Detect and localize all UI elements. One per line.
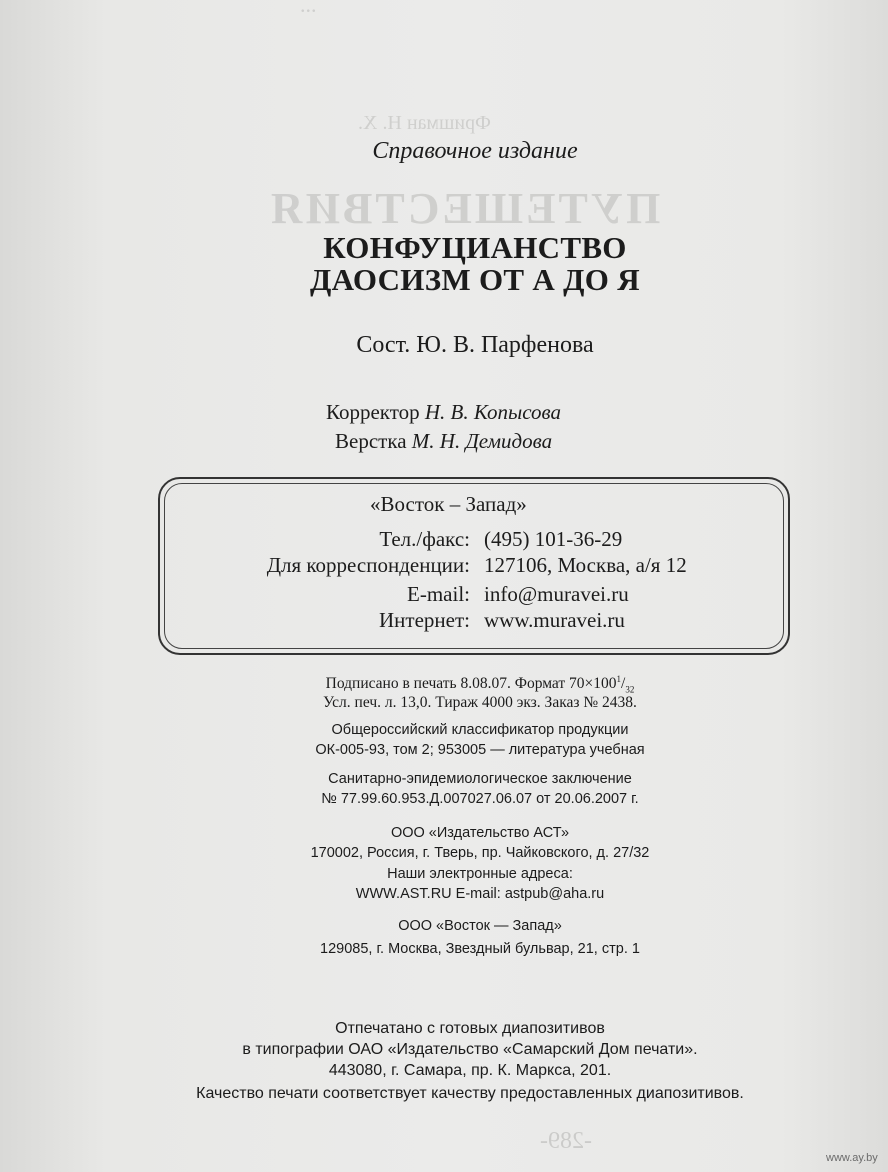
imprint-sanitary-2: № 77.99.60.953.Д.007027.06.07 от 20.06.2007 г.	[321, 791, 639, 807]
imprint-ast-name: ООО «Издательство АСТ»	[390, 825, 570, 841]
imprint-signed: Подписано в печать 8.08.07. Формат $70\times 100^1/_{32}$	[325, 674, 635, 695]
printing-line-2: в типографии ОАО «Издательство «Самарский Дом печати».	[242, 1041, 698, 1058]
imprint-signed-text: Подписано в печать 8.08.07. Формат 70×100	[325, 675, 617, 693]
staff-person: Н. В. Копысова	[424, 400, 561, 424]
format-numerator: 1	[616, 674, 622, 684]
contact-label-phone: Тел./факс:	[379, 527, 470, 551]
show-through-page-number: -289-	[540, 1128, 592, 1154]
printing-line-1: Отпечатано с готовых диапозитивов	[335, 1020, 605, 1037]
show-through-author: Фришман Н. Х.	[358, 112, 491, 134]
imprint-sanitary-1: Санитарно-эпидемиологическое заключение	[328, 771, 632, 787]
imprint-ast-address: 170002, Россия, г. Тверь, пр. Чайковского, д. 27/32	[310, 845, 650, 861]
contact-value-phone: (495) 101-36-29	[484, 527, 623, 551]
printing-line-3: 443080, г. Самара, пр. К. Маркса, 201.	[328, 1062, 612, 1079]
format-denominator: 32	[625, 684, 635, 695]
contact-label-web: Интернет:	[379, 608, 470, 632]
imprint-vz-name: ООО «Восток — Запад»	[398, 918, 562, 934]
title-line-2: ДАОСИЗМ ОТ А ДО Я	[310, 262, 640, 297]
compiler: Сост. Ю. В. Парфенова	[356, 332, 594, 358]
contact-label-email: E-mail:	[407, 582, 470, 606]
show-through-title: ПУТЕШЕСТВИЯ	[268, 184, 661, 233]
title-line-1: КОНФУЦИАНСТВО	[323, 230, 627, 265]
contact-label-mail: Для корреспонденции:	[266, 553, 470, 577]
imprint-vz-address: 129085, г. Москва, Звездный бульвар, 21, стр. 1	[320, 941, 640, 957]
imprint-ast-email-label: Наши электронные адреса:	[387, 866, 573, 882]
watermark: www.ay.by	[826, 1152, 878, 1164]
show-through-top: ...	[300, 0, 317, 17]
imprint-print: Усл. печ. л. 13,0. Тираж 4000 экз. Заказ № 2438.	[323, 694, 637, 711]
contact-value-email: info@muravei.ru	[484, 582, 629, 606]
imprint-classifier-1: Общероссийский классификатор продукции	[331, 722, 629, 738]
printing-line-4: Качество печати соответствует качеству предоставленных диапозитивов.	[196, 1085, 744, 1102]
staff-role: Корректор	[326, 400, 420, 424]
contact-value-mail: 127106, Москва, а/я 12	[484, 553, 687, 577]
staff-role: Верстка	[335, 429, 407, 453]
staff-person: М. Н. Демидова	[411, 429, 553, 453]
contact-publisher: «Восток – Запад»	[370, 492, 527, 516]
staff-corrector	[326, 400, 561, 425]
imprint-classifier-2: ОК-005-93, том 2; 953005 — литература учебная	[315, 742, 645, 758]
staff-layout	[335, 429, 552, 454]
contact-value-web: www.muravei.ru	[484, 608, 625, 632]
genre-label: Справочное издание	[372, 138, 578, 164]
imprint-ast-emails: WWW.AST.RU E-mail: astpub@aha.ru	[355, 886, 605, 902]
